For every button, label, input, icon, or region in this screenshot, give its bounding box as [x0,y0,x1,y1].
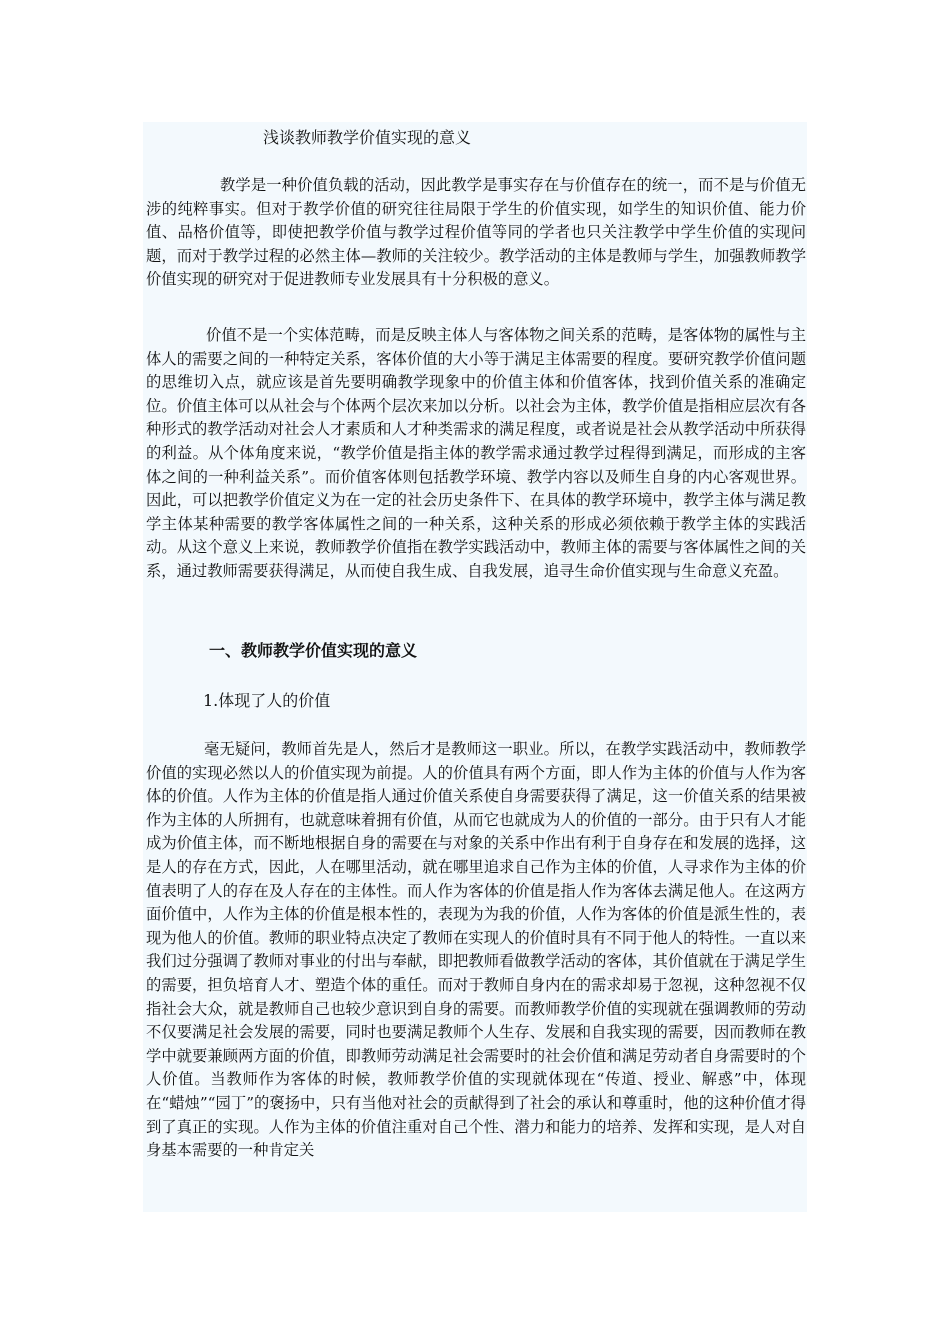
value-definition-paragraph: 价值不是一个实体范畴，而是反映主体人与客体物之间关系的范畴，是客体物的属性与主体人的需要之间的一种特定关系，客体价值的大小等于满足主体需要的程度。要研究教学价值问题的思维切入点，就应该是首先要明确教学现象中的价值主体和价值客体，找到价值关系的准确定位。价值主体可以从社会与个体两个层次来加以分析。以社会为主体，教学价值是指相应层次有各种形式的教学活动对社会人才素质和人才种类需求的满足程度，或者说是社会从教学活动中所获得的利益。从个体角度来说，“教学价值是指主体的教学需求通过教学过程得到满足，而形成的主客体之间的一种利益关系”。而价值客体则包括教学环境、教学内容以及师生自身的内心客观世界。因此，可以把教学价值定义为在一定的社会历史条件下、在具体的教学环境中，教学主体与满足教学主体某种需要的教学客体属性之间的一种关系，这种关系的形成必须依赖于教学主体的实践活动。从这个意义上来说，教师教学价值指在教学实践活动中，教师主体的需要与客体属性之间的关系，通过教师需要获得满足，从而使自我生成、自我发展，追寻生命价值实现与生命意义充盈。 [146,326,806,580]
human-value-paragraph: 毫无疑问，教师首先是人，然后才是教师这一职业。所以，在教学实践活动中，教师教学价值的实现必然以人的价值实现为前提。人的价值具有两个方面，即人作为主体的价值与人作为客体的价值。人作为主体的价值是指人通过价值关系使自身需要获得了满足，这一价值关系的结果被作为主体的人所拥有，也就意味着拥有价值，从而它也就成为人的价值的一部分。由于只有人才能成为价值主体，而不断地根据自身的需要在与对象的关系中作出有利于自身存在和发展的选择，这是人的存在方式，因此，人在哪里活动，就在哪里追求自己作为主体的价值，人寻求作为主体的价值表明了人的存在及人存在的主体性。而人作为客体的价值是指人作为客体去满足他人。在这两方面价值中，人作为主体的价值是根本性的，表现为为我的价值，人作为客体的价值是派生性的，表现为他人的价值。教师的职业特点决定了教师在实现人的价值时具有不同于他人的特性。一直以来我们过分强调了教师对事业的付出与奉献，即把教师看做教学活动的客体，其价值就在于满足学生的需要，担负培育人才、塑造个体的重任。而对于教师自身内在的需求却易于忽视，这种忽视不仅指社会大众，就是教师自己也较少意识到自身的需要。而教师教学价值的实现就在强调教师的劳动不仅要满足社会发展的需要，同时也要满足教师个人生存、发展和自我实现的需要，因而教师在教学中就要兼顾两方面的价值，即教师劳动满足社会需要时的社会价值和满足劳动者自身需要时的个人价值。当教师作为客体的时候，教师教学价值的实现就体现在“传道、授业、解惑”中，体现在“蜡烛”“园丁”的褒扬中，只有当他对社会的贡献得到了社会的承认和尊重时，他的这种价值才得到了真正的实现。人作为主体的价值注重对自己个性、潜力和能力的培养、发挥和实现，是人对自身基本需要的一种肯定关 [146,740,806,1160]
article-title: 浅谈教师教学价值实现的意义 [263,128,472,147]
intro-paragraph: 教学是一种价值负载的活动，因此教学是事实存在与价值存在的统一，而不是与价值无涉的纯粹事实。但对于教学价值的研究往往局限于学生的价值实现，如学生的知识价值、能力价值、品格价值等，即使把教学价值与教学过程价值等同的学者也只关注教学中学生价值的实现问题，而对于教学过程的必然主体—教师的关注较少。教学活动的主体是教师与学生，加强教师教学价值实现的研究对于促进教师专业发展具有十分积极的意义。 [146,176,806,289]
section-heading: 一、教师教学价值实现的意义 [209,641,418,660]
article-body [143,122,807,1212]
subsection-heading: 1.体现了人的价值 [203,691,331,710]
